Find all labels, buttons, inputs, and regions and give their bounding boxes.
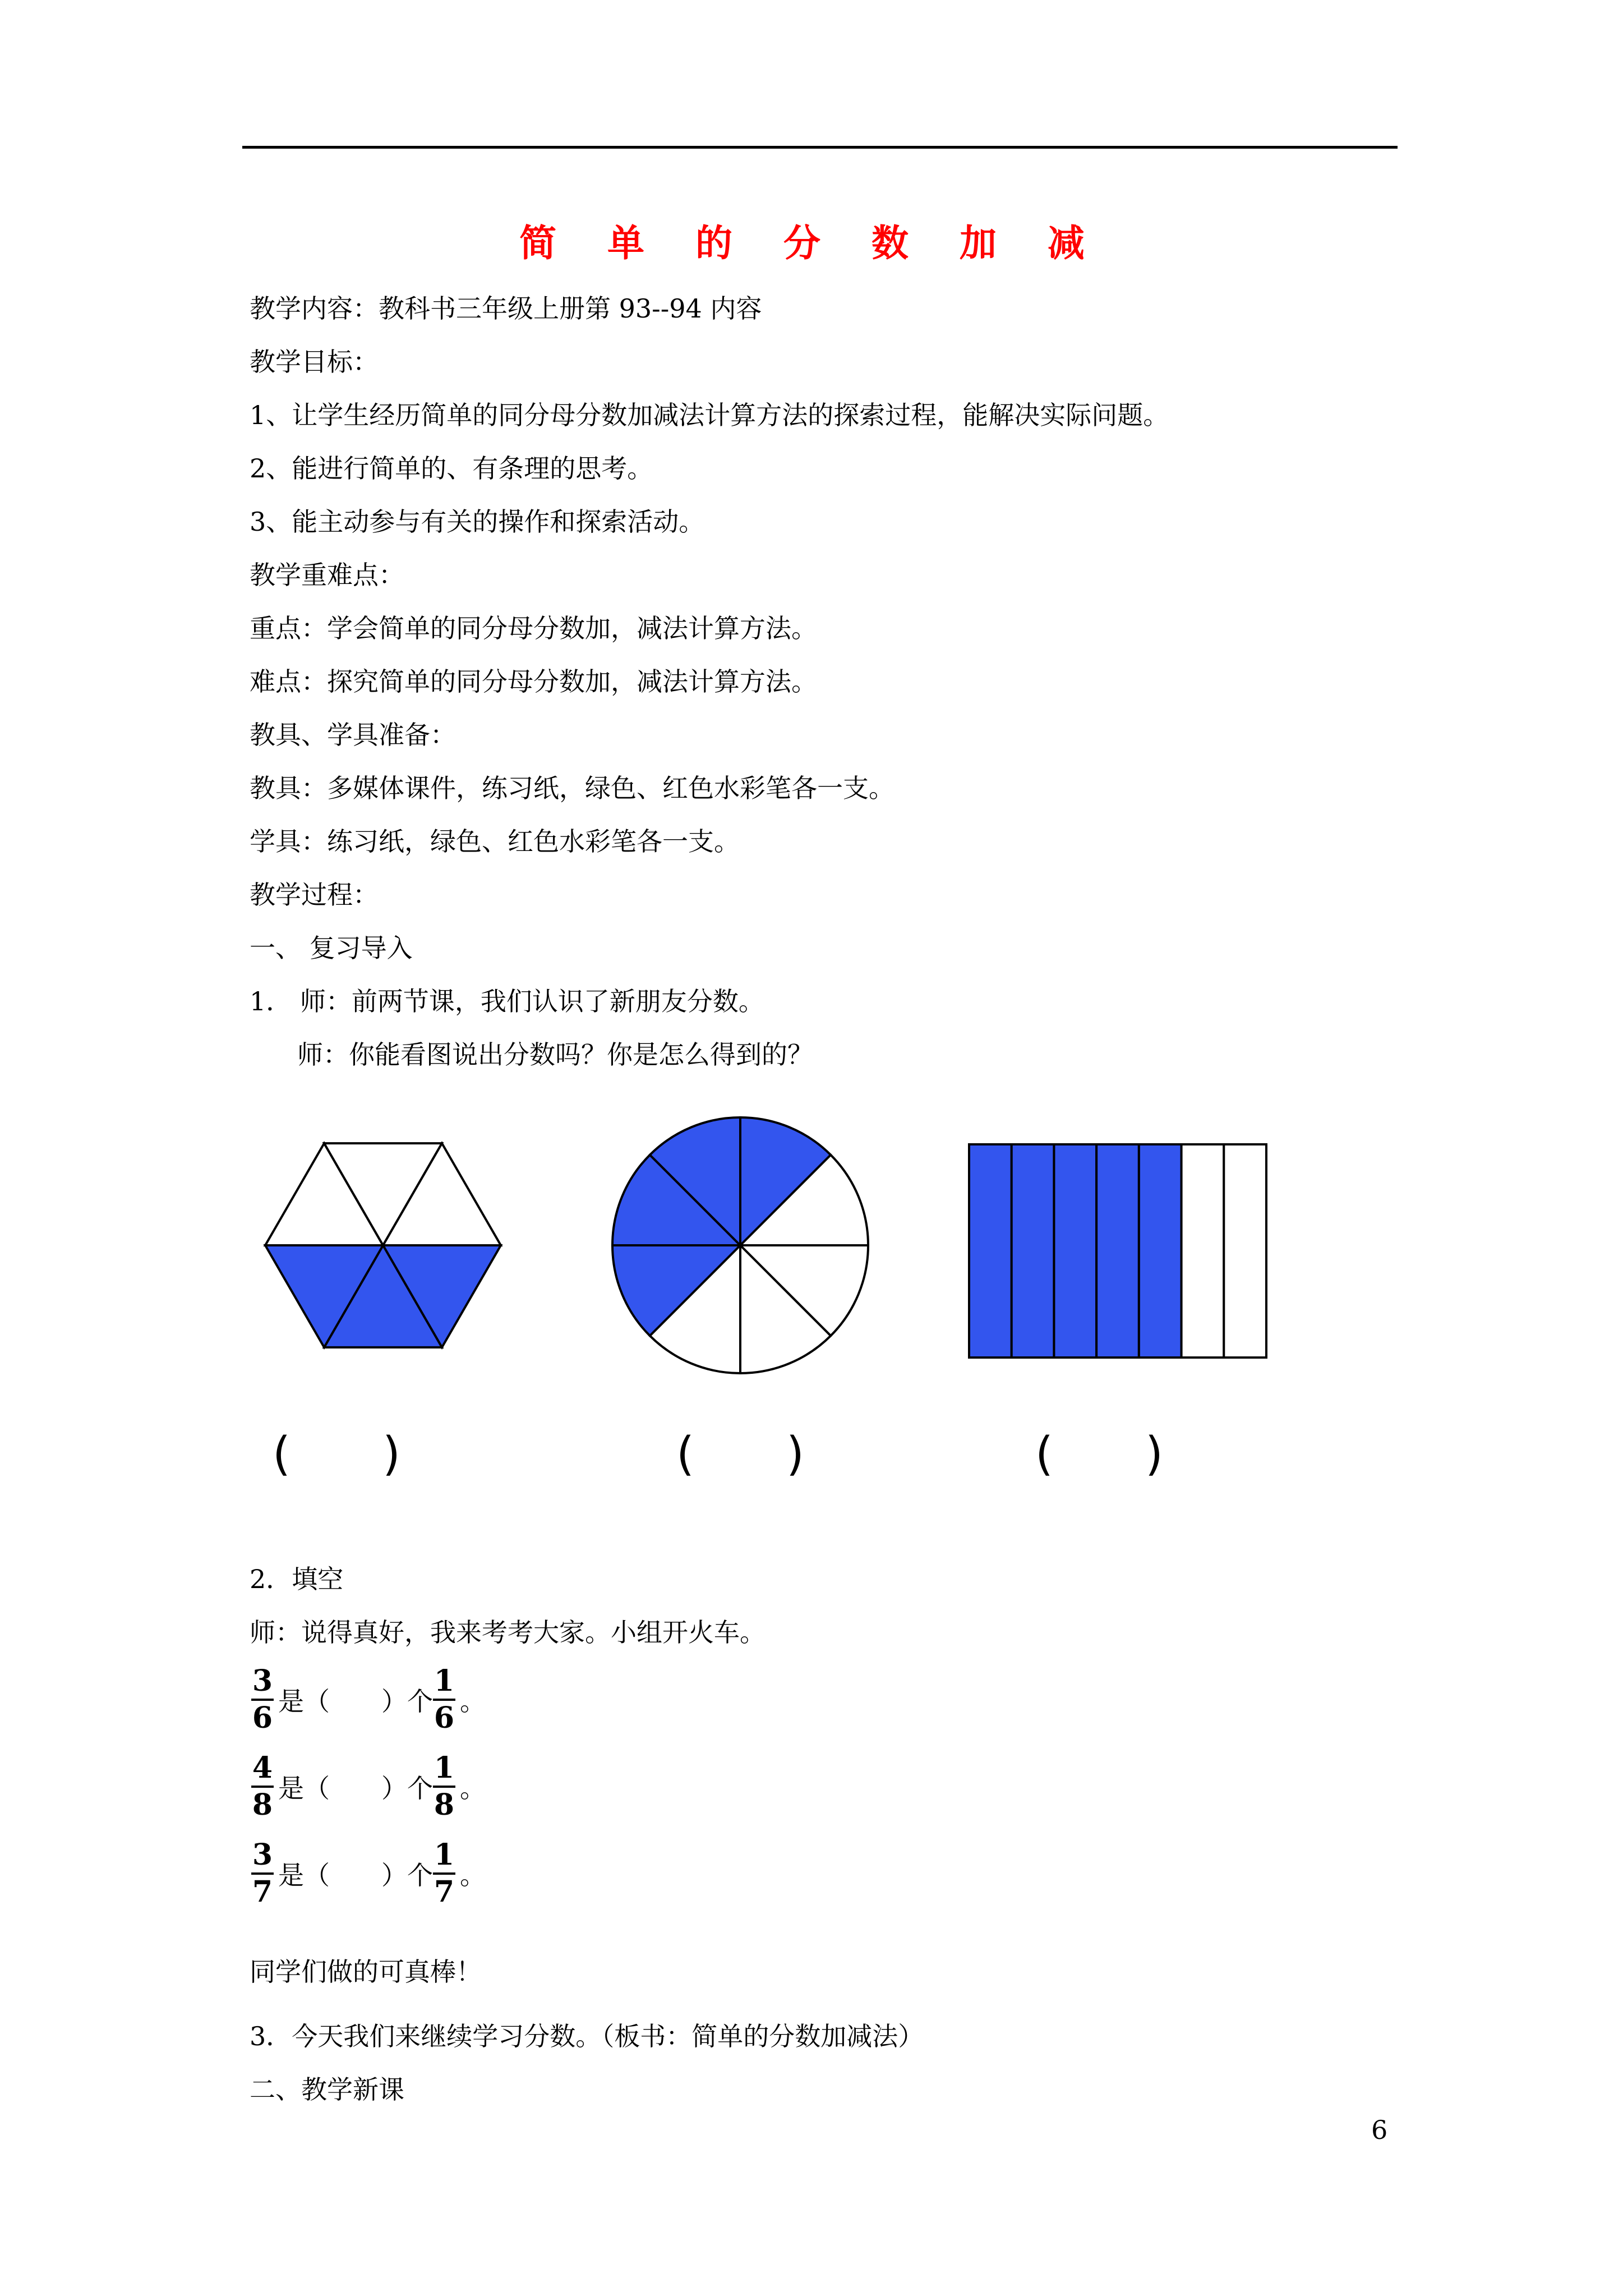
blank-text: 是（ ）个: [278, 1773, 433, 1803]
fill-blank-row: $\frac{4}{8}$ 是（ ）个 $\frac{1}{8}$ 。: [252, 1751, 486, 1822]
fraction: $\frac{3}{7}$: [252, 1838, 273, 1909]
unit-fraction: $\frac{1}{6}$: [434, 1664, 455, 1735]
shaded-strip: [1139, 1144, 1182, 1358]
unit-fraction: $\frac{1}{7}$: [434, 1838, 455, 1909]
header-rule: [242, 146, 1398, 149]
goal-1: 1、让学生经历简单的同分母分数加减法计算方法的探索过程，能解决实际问题。: [250, 400, 1169, 430]
shaded-strip: [969, 1144, 1012, 1358]
fill-blank-row: $\frac{3}{6}$ 是（ ）个 $\frac{1}{6}$ 。: [252, 1664, 486, 1735]
fraction-figures: [0, 1105, 1623, 1509]
document-title: 简 单 的 分 数 加 减: [519, 222, 1104, 265]
blank-text: 是（ ）个: [278, 1860, 433, 1890]
circle-answer-blank: ( ): [676, 1428, 804, 1481]
step-2: 2．填空: [250, 1564, 344, 1594]
teaching-content: 教学内容：教科书三年级上册第 93--94 内容: [250, 293, 762, 324]
tools-heading: 教具、学具准备：: [250, 720, 456, 750]
goal-3: 3、能主动参与有关的操作和探索活动。: [250, 507, 705, 537]
student-tools: 学具：练习纸，绿色、红色水彩笔各一支。: [250, 826, 740, 857]
blank-text: 是（ ）个: [278, 1686, 433, 1717]
rectangle-answer-blank: ( ): [1035, 1428, 1163, 1481]
key-point: 重点：学会简单的同分母分数加，减法计算方法。: [250, 613, 817, 643]
unshaded-strip: [1182, 1144, 1224, 1358]
section-2-heading: 二、教学新课: [250, 2074, 404, 2105]
step-1-question: 师：你能看图说出分数吗？你是怎么得到的？: [297, 1039, 813, 1070]
section-1-heading: 一、 复习导入: [250, 933, 413, 963]
key-points-heading: 教学重难点：: [250, 560, 404, 590]
praise: 同学们做的可真棒！: [250, 1957, 482, 1987]
step-2-prompt: 师：说得真好，我来考考大家。小组开火车。: [250, 1617, 766, 1648]
process-heading: 教学过程：: [250, 880, 379, 910]
fraction: $\frac{3}{6}$: [252, 1664, 273, 1735]
hexagon-figure: [265, 1143, 501, 1347]
difficult-point: 难点：探究简单的同分母分数加，减法计算方法。: [250, 666, 817, 697]
unshaded-strip: [1224, 1144, 1266, 1358]
step-1: 1． 师：前两节课，我们认识了新朋友分数。: [250, 986, 764, 1016]
unit-fraction: $\frac{1}{8}$: [434, 1751, 455, 1822]
hexagon-answer-blank: ( ): [273, 1428, 400, 1481]
shaded-strip: [1012, 1144, 1054, 1358]
teacher-tools: 教具：多媒体课件，练习纸，绿色、红色水彩笔各一支。: [250, 773, 895, 803]
shaded-strip: [1096, 1144, 1139, 1358]
goals-heading: 教学目标：: [250, 347, 379, 377]
page-number: 6: [1371, 2115, 1388, 2145]
fill-blank-row: $\frac{3}{7}$ 是（ ）个 $\frac{1}{7}$ 。: [252, 1838, 486, 1909]
step-3: 3．今天我们来继续学习分数。（板书：简单的分数加减法）: [250, 2021, 924, 2051]
goal-2: 2、能进行简单的、有条理的思考。: [250, 453, 653, 484]
shaded-strip: [1054, 1144, 1096, 1358]
fraction: $\frac{4}{8}$: [252, 1751, 273, 1822]
rectangle-figure: [969, 1144, 1266, 1358]
circle-figure: [612, 1117, 868, 1373]
